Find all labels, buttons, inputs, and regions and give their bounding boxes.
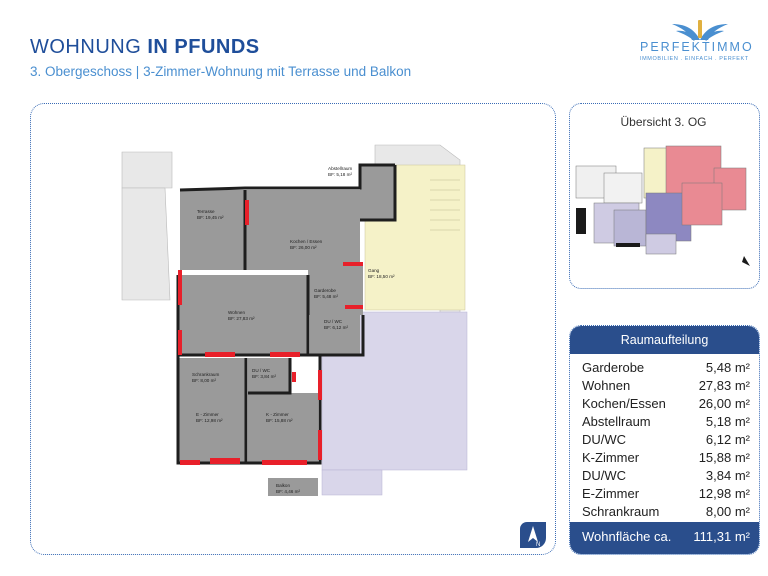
room-row: K-Zimmer 15,88 m² xyxy=(582,450,750,465)
room-table xyxy=(569,325,760,555)
total-area-label: Wohnfläche ca. xyxy=(582,529,672,544)
label-kzimmer: K - Zimmer xyxy=(266,412,289,417)
svg-text:BF: 8,00 m²: BF: 8,00 m² xyxy=(192,378,216,383)
north-arrow-icon xyxy=(742,256,750,266)
label-duwc1: DU / WC xyxy=(324,319,343,324)
label-gang: Gang xyxy=(368,268,380,273)
label-duwc2: DU / WC xyxy=(252,368,271,373)
room-row: Kochen/Essen 26,00 m² xyxy=(582,396,750,411)
label-balkon: Balkon xyxy=(276,483,291,488)
svg-text:BF: 19,45 m²: BF: 19,45 m² xyxy=(197,215,224,220)
svg-text:N: N xyxy=(536,542,541,548)
svg-text:BF: 12,98 m²: BF: 12,98 m² xyxy=(196,418,223,423)
compass-icon xyxy=(520,522,546,548)
svg-text:BF: 5,18 m²: BF: 5,18 m² xyxy=(328,172,352,177)
svg-text:BF: 5,48 m²: BF: 5,48 m² xyxy=(314,294,338,299)
title-bold: IN PFUNDS xyxy=(147,36,260,58)
overview-map xyxy=(574,138,754,268)
title-light: WOHNUNG xyxy=(30,36,142,58)
room-row: Garderobe 5,48 m² xyxy=(582,360,750,375)
svg-text:BF: 3,84 m²: BF: 3,84 m² xyxy=(252,374,276,379)
logo-name: PERFEKTIMMO xyxy=(640,40,754,54)
label-ezimmer: E - Zimmer xyxy=(196,412,219,417)
total-area-value: 111,31 m² xyxy=(693,529,750,544)
svg-text:BF: 26,00 m²: BF: 26,00 m² xyxy=(290,245,317,250)
label-schrank: Schrankraum xyxy=(192,372,220,377)
label-garderobe: Garderobe xyxy=(314,288,336,293)
svg-text:BF: 15,88 m²: BF: 15,88 m² xyxy=(266,418,293,423)
room-row: DU/WC 3,84 m² xyxy=(582,468,750,483)
svg-text:BF: 4,46 m²: BF: 4,46 m² xyxy=(276,489,300,494)
page-subtitle: 3. Obergeschoss | 3-Zimmer-Wohnung mit Terrasse und Balkon xyxy=(30,64,412,79)
room-row: Abstellraum 5,18 m² xyxy=(582,414,750,429)
room-row: DU/WC 6,12 m² xyxy=(582,432,750,447)
label-wohnen: Wohnen xyxy=(228,310,246,315)
room-row: E-Zimmer 12,98 m² xyxy=(582,486,750,501)
svg-text:BF: 27,83 m²: BF: 27,83 m² xyxy=(228,316,255,321)
room-table-heading: Raumaufteilung xyxy=(570,326,759,354)
overview-title: Übersicht 3. OG xyxy=(620,115,707,129)
room-row: Wohnen 27,83 m² xyxy=(582,378,750,393)
label-abstell: Abstellraum xyxy=(328,166,353,171)
svg-text:BF: 6,12 m²: BF: 6,12 m² xyxy=(324,325,348,330)
label-kochen: Kochen / Essen xyxy=(290,239,323,244)
logo-tagline: IMMOBILIEN . EINFACH . PERFEKT xyxy=(640,56,749,62)
svg-text:BF: 18,50 m²: BF: 18,50 m² xyxy=(368,274,395,279)
total-area-row xyxy=(570,522,759,554)
label-terrasse: Terrasse xyxy=(197,209,215,214)
room-row: Schrankraum 8,00 m² xyxy=(582,504,750,519)
